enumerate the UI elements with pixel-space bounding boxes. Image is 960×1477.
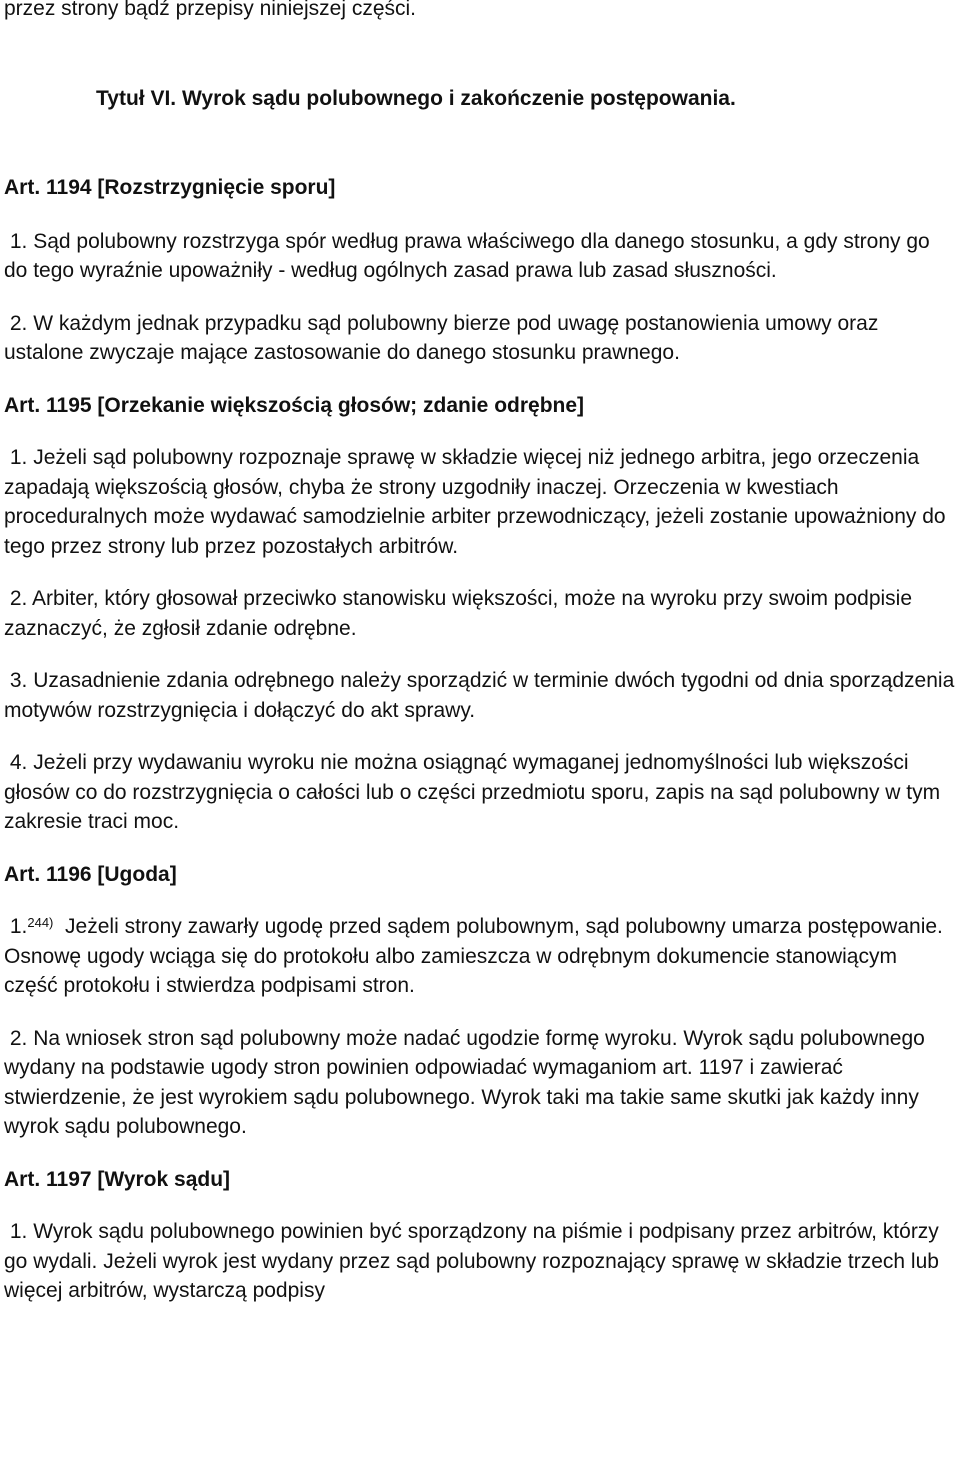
intro-text: przez strony bądź przepisy niniejszej części. [4, 0, 417, 20]
paragraph-number: 1. [4, 915, 28, 938]
art-1197-paragraph-1: 1. Wyrok sądu polubownego powinien być sporządzony na piśmie i podpisany przez arbitrów, którzy go wydali. Jeżeli wyrok jest wydany przez sąd polubowny rozpoznający sprawę w składzie trzech lub więcej arbitrów, wystarczą podpisy [4, 1220, 945, 1302]
art-1194-paragraph-1: 1. Sąd polubowny rozstrzyga spór według prawa właściwego dla danego stosunku, a gdy strony go do tego wyraźnie upoważniły - według ogólnych zasad prawa lub zasad słuszności. [4, 229, 936, 282]
art-1196-heading: Art. 1196 [Ugoda] [4, 862, 177, 886]
title-heading: Tytuł VI. Wyrok sądu polubownego i zakończenie postępowania. [96, 86, 736, 110]
art-1195-paragraph-1: 1. Jeżeli sąd polubowny rozpoznaje sprawę w składzie więcej niż jednego arbitra, jego orzeczenia zapadają większością głosów, chyba że strony uzgodniły inaczej. Orzeczenia w kwestiach proceduralnych może wydawać samodzielnie arbiter przewodniczący, jeżeli zostanie upoważniony do tego przez strony lub przez pozostałych arbitrów. [4, 446, 952, 558]
document-page [4, 0, 960, 1306]
art-1195-paragraph-4: 4. Jeżeli przy wydawaniu wyroku nie można osiągnąć wymaganej jednomyślności lub większości głosów co do rozstrzygnięcia o całości lub o części przedmiotu sporu, zapis na sąd polubowny w tym zakresie traci moc. [4, 751, 946, 833]
art-1195-paragraph-2: 2. Arbiter, który głosował przeciwko stanowisku większości, może na wyroku przy swoim podpisie zaznaczyć, że zgłosił zdanie odrębne. [4, 587, 918, 640]
art-1197-heading: Art. 1197 [Wyrok sądu] [4, 1167, 231, 1191]
art-1196-paragraph-2: 2. Na wniosek stron sąd polubowny może nadać ugodzie formę wyroku. Wyrok sądu polubownego wydany na podstawie ugody stron powinien odpowiadać wymaganiom art. 1197 i zawierać stwierdzenie, że jest wyrokiem sądu polubownego. Wyrok taki ma takie same skutki jak każdy inny wyrok sądu polubownego. [4, 1026, 931, 1138]
paragraph-text: Jeżeli strony zawarły ugodę przed sądem polubownym, sąd polubowny umarza postępowanie. Osnowę ugody wciąga się do protokołu albo zamieszcza w odrębnym dokumencie stanowiącym część protokołu i stwierdza podpisami stron. [4, 915, 949, 997]
art-1195-paragraph-3: 3. Uzasadnienie zdania odrębnego należy sporządzić w terminie dwóch tygodni od dnia sporządzenia motywów rozstrzygnięcia i dołączyć do akt sprawy. [4, 669, 960, 722]
art-1196-paragraph-1 [4, 912, 956, 1001]
art-1194-paragraph-2: 2. W każdym jednak przypadku sąd polubowny bierze pod uwagę postanowienia umowy oraz ustalone zwyczaje mające zastosowanie do danego stosunku prawnego. [4, 311, 885, 364]
art-1195-heading: Art. 1195 [Orzekanie większością głosów; zdanie odrębne] [4, 393, 585, 417]
art-1194-heading: Art. 1194 [Rozstrzygnięcie sporu] [4, 176, 336, 199]
footnote-reference: 244) [27, 915, 54, 930]
